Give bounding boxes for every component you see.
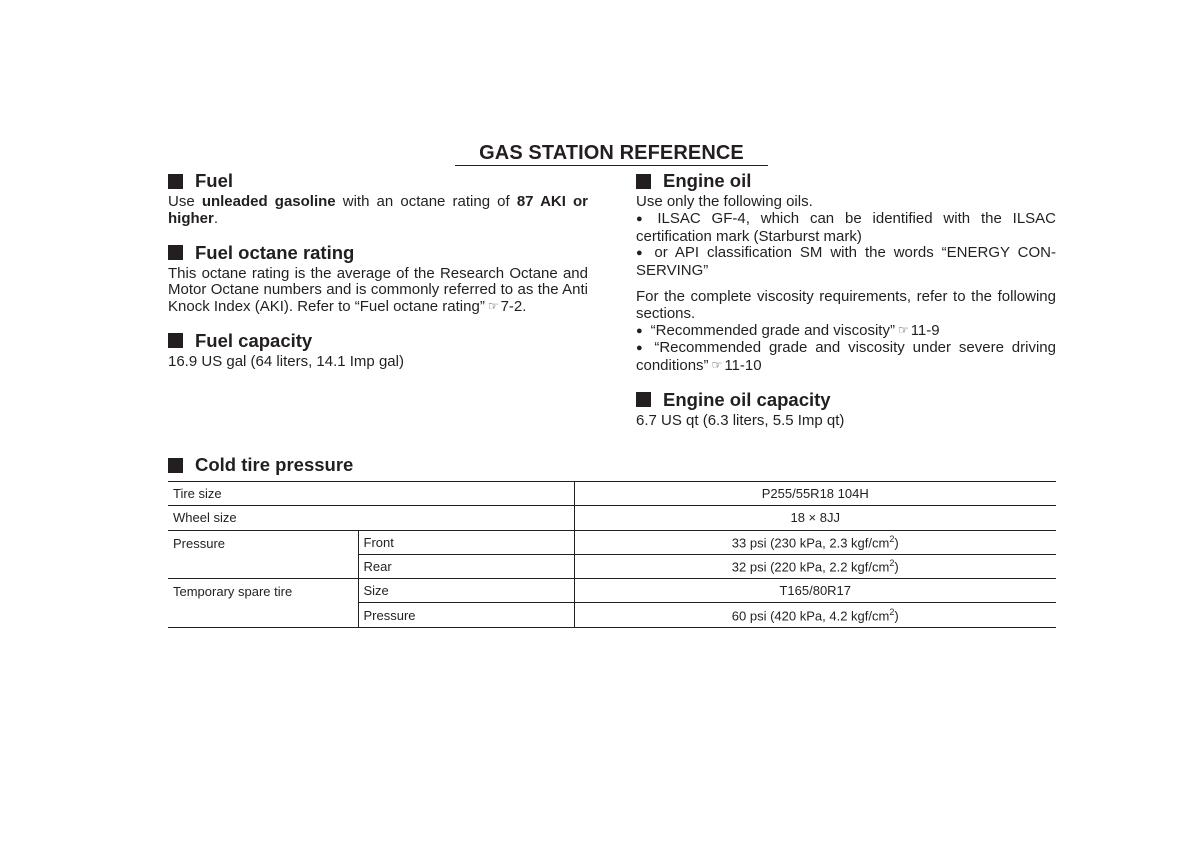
left-column — [168, 170, 588, 371]
fuel-octane-ref[interactable]: 7-2. — [500, 298, 527, 316]
fuel-bold-1: unleaded gasoline — [201, 193, 336, 210]
fuel-bold-2: 87 AKI or higher — [168, 193, 589, 227]
page-reference-icon: ☞ — [897, 322, 909, 337]
spare-size-label: Size — [358, 579, 574, 603]
squared-sup: 2 — [889, 534, 895, 545]
rear-value-text: 32 psi (220 kPa, 2.2 kgf/cm — [731, 559, 890, 575]
tire-size-label: Tire size — [168, 482, 574, 506]
section-square-icon — [168, 458, 183, 473]
engine-oil-capacity-heading-text: Engine oil capacity — [663, 388, 831, 410]
fuel-text — [168, 194, 588, 228]
rear-value — [574, 554, 1056, 578]
viscosity-ref-item — [636, 340, 1056, 375]
engine-oil-heading-text: Engine oil — [663, 170, 752, 191]
viscosity-ref-page[interactable]: 11-10 — [724, 357, 762, 375]
section-square-icon — [168, 333, 183, 348]
fuel-heading — [168, 170, 588, 192]
fuel-capacity-heading-text: Fuel capacity — [195, 329, 313, 351]
spare-pressure-value-text: 60 psi (420 kPa, 4.2 kgf/cm — [731, 608, 890, 624]
viscosity-ref-page[interactable]: 11-9 — [910, 321, 940, 339]
section-square-icon — [168, 174, 183, 189]
viscosity-ref-text: “Recommended grade and viscosity under severe driving conditions” — [636, 339, 1056, 375]
table-row — [168, 482, 1056, 506]
close-paren: ) — [894, 608, 899, 624]
front-value-text: 33 psi (230 kPa, 2.3 kgf/cm — [731, 535, 890, 551]
spare-pressure-value — [574, 603, 1056, 627]
fuel-capacity-text: 16.9 US gal (64 liters, 14.1 Imp gal) — [168, 352, 404, 370]
wheel-size-value: 18 × 8JJ — [574, 506, 1056, 530]
rear-label: Rear — [358, 554, 574, 578]
engine-oil-capacity-heading — [636, 389, 1056, 411]
table-row — [168, 579, 1056, 603]
page-reference-icon: ☞ — [487, 299, 499, 314]
section-square-icon — [636, 392, 651, 407]
table-row — [168, 506, 1056, 530]
engine-oil-bullet: ● ILSAC GF-4, which can be identified with the ILSAC certification mark (Starburst mark) — [636, 211, 1056, 246]
engine-oil-heading — [636, 170, 1056, 192]
section-square-icon — [636, 174, 651, 189]
squared-sup: 2 — [889, 606, 895, 617]
spare-tire-label: Temporary spare tire — [168, 579, 358, 628]
tire-size-value: P255/55R18 104H — [574, 482, 1056, 506]
fuel-octane-body: This octane rating is the average of the Research Octane and Motor Octane numbers and is commonly referred to as the Anti Knock Index (AKI). Refer to “Fuel octane rating” — [168, 264, 588, 316]
spare-pressure-label: Pressure — [358, 603, 574, 627]
tire-heading-text: Cold tire pressure — [195, 454, 354, 475]
page-reference-icon: ☞ — [711, 358, 723, 373]
front-value — [574, 530, 1056, 554]
viscosity-text: For the complete viscosity requirements, refer to the following sections. — [636, 287, 1056, 322]
viscosity-ref-text: “Recommended grade and viscosity” — [650, 321, 895, 339]
close-paren: ) — [894, 559, 899, 575]
fuel-octane-heading-text: Fuel octane rating — [195, 241, 355, 263]
front-label: Front — [358, 530, 574, 554]
fuel-text-1: Use — [168, 193, 202, 210]
tire-heading — [168, 454, 353, 476]
spare-size-value: T165/80R17 — [574, 579, 1056, 603]
engine-oil-capacity-text: 6.7 US qt (6.3 liters, 5.5 Imp qt) — [636, 411, 845, 429]
fuel-octane-heading — [168, 242, 588, 264]
page-title: GAS STATION REFERENCE — [455, 141, 768, 166]
wheel-size-label: Wheel size — [168, 506, 574, 530]
fuel-text-3: . — [213, 209, 219, 227]
section-square-icon — [168, 245, 183, 260]
fuel-octane-text — [168, 266, 588, 316]
table-row — [168, 530, 1056, 554]
tire-table — [168, 481, 1056, 628]
engine-oil-bullet: ● or API classification SM with the words “ENERGY CON-SERVING” — [636, 245, 1056, 280]
pressure-label: Pressure — [168, 530, 358, 579]
fuel-heading-text: Fuel — [195, 170, 234, 191]
close-paren: ) — [894, 535, 899, 551]
right-column — [636, 170, 1056, 430]
squared-sup: 2 — [889, 558, 895, 569]
engine-oil-intro: Use only the following oils. — [636, 193, 813, 210]
fuel-capacity-heading — [168, 330, 588, 352]
viscosity-ref-item — [636, 323, 1056, 341]
fuel-text-2: with an octane rating of — [335, 193, 517, 210]
